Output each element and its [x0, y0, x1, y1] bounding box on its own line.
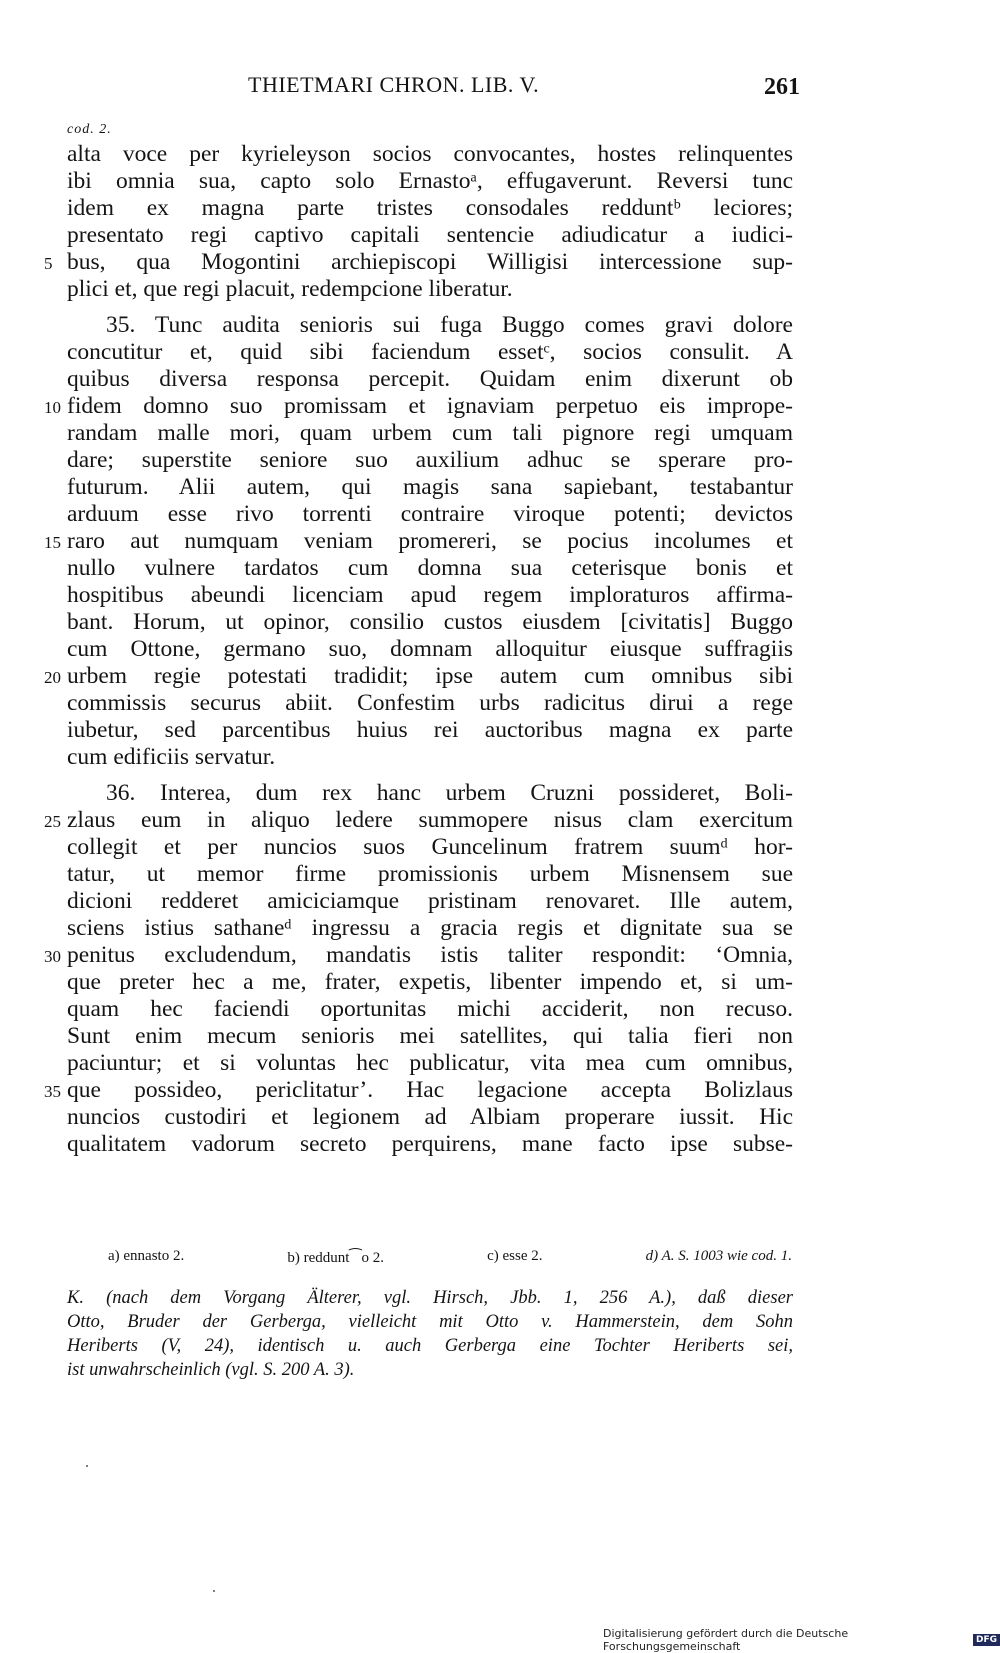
line-number: 30 — [44, 947, 61, 966]
text-line: randam malle mori, quam urbem cum tali pignore regi umquam — [67, 420, 793, 446]
text-line: qualitatem vadorum secreto perquirens, mane facto ipse subse- — [67, 1131, 793, 1157]
footer-text: Digitalisierung gefördert durch die Deutsche Forschungsgemeinschaft — [603, 1627, 849, 1653]
digitization-footer — [603, 1627, 1000, 1653]
text-line: tatur, ut memor firme promissionis urbem Misnensem sue — [67, 861, 793, 887]
scan-speck — [86, 1465, 88, 1467]
scan-speck — [213, 1590, 215, 1592]
text-line: nuncios custodiri et legionem ad Albiam properare iussit. Hic — [67, 1104, 793, 1130]
line-number: 35 — [44, 1082, 61, 1101]
text-line: quibus diversa responsa percepit. Quidam enim dixerunt ob — [67, 366, 793, 392]
text-line: raro aut numquam veniam promereri, se pocius incolumes et — [67, 528, 793, 554]
text-line: que possideo, periclitatur’. Hac legacione accepta Bolizlaus — [67, 1077, 793, 1103]
section-36-first-line: 36. Interea, dum rex hanc urbem Cruzni possideret, Boli- — [106, 780, 793, 806]
text-line: hospitibus abeundi licenciam apud regem imploraturos affirma- — [67, 582, 793, 608]
line-number: 25 — [44, 812, 61, 831]
text-line: cum edificiis servatur. — [67, 744, 276, 770]
text-line: presentato regi captivo capitali sentencie adiudicatur a iudici- — [67, 222, 793, 248]
page-number: 261 — [764, 74, 800, 100]
text-line: paciuntur; et si voluntas hec publicatur, vita mea cum omnibus, — [67, 1050, 793, 1076]
codex-reference: cod. 2. — [67, 122, 112, 137]
line-number: 10 — [44, 398, 61, 417]
text-line: nullo vulnere tardatos cum domna sua ceterisque bonis et — [67, 555, 793, 581]
footnote-d: d) A. S. 1003 wie cod. 1. — [645, 1248, 792, 1264]
text-line: idem ex magna parte tristes consodales redduntᵇ leciores; — [67, 195, 793, 221]
line-number: 15 — [44, 533, 61, 552]
text-line: sciens istius sathaneᵈ ingressu a gracia regis et dignitate sua se — [67, 915, 793, 941]
text-line: que preter hec a me, frater, expetis, libenter impendo et, si um- — [67, 969, 793, 995]
text-line: collegit et per nuncios suos Guncelinum fratrem suumᵈ hor- — [67, 834, 793, 860]
text-line: dare; superstite seniore suo auxilium adhuc se sperare pro- — [67, 447, 793, 473]
commentary-line: ist unwahrscheinlich (vgl. S. 200 A. 3). — [67, 1360, 355, 1380]
text-line: futurum. Alii autem, qui magis sana sapiebant, testabantur — [67, 474, 793, 500]
text-line: bant. Horum, ut opinor, consilio custos eiusdem [civitatis] Buggo — [67, 609, 793, 635]
text-line: zlaus eum in aliquo ledere summopere nisus clam exercitum — [67, 807, 793, 833]
text-line: bus, qua Mogontini archiepiscopi Willigisi intercessione sup- — [67, 249, 793, 275]
text-line: fidem domno suo promissam et ignaviam perpetuo eis imprope- — [67, 393, 793, 419]
text-line: cum Ottone, germano suo, domnam alloquitur eiusque suffragiis — [67, 636, 793, 662]
text-line: penitus excludendum, mandatis istis taliter respondit: ‘Omnia, — [67, 942, 793, 968]
text-line: iubetur, sed parcentibus huius rei auctoribus magna ex parte — [67, 717, 793, 743]
text-line: commissis securus abiit. Confestim urbs radicitus dirui a rege — [67, 690, 793, 716]
text-line: arduum esse rivo torrenti contraire viroque potenti; devictos — [67, 501, 793, 527]
commentary-line: Heriberts (V, 24), identisch u. auch Gerberga eine Tochter Heriberts sei, — [67, 1336, 793, 1356]
footnotes — [108, 1248, 792, 1267]
text-line: dicioni redderet amiciciamque pristinam renovaret. Ille autem, — [67, 888, 793, 914]
text-line: urbem regie potestati tradidit; ipse autem cum omnibus sibi — [67, 663, 793, 689]
text-line: alta voce per kyrieleyson socios convocantes, hostes relinquentes — [67, 141, 793, 167]
dfg-logo: DFG — [973, 1634, 1000, 1646]
commentary-line: Otto, Bruder der Gerberga, vielleicht mit Otto v. Hammerstein, dem Sohn — [67, 1312, 793, 1332]
text-line: Sunt enim mecum senioris mei satellites, qui talia fieri non — [67, 1023, 793, 1049]
text-line: plici et, que regi placuit, redempcione liberatur. — [67, 276, 513, 302]
running-title: THIETMARI CHRON. LIB. V. — [248, 72, 540, 97]
text-line: ibi omnia sua, capto solo Ernastoᵃ, effugaverunt. Reversi tunc — [67, 168, 793, 194]
footnote-a: a) ennasto 2. — [108, 1248, 185, 1264]
section-35-first-line: 35. Tunc audita senioris sui fuga Buggo comes gravi dolore — [106, 312, 793, 338]
commentary-line: K. (nach dem Vorgang Älterer, vgl. Hirsch, Jbb. 1, 256 A.), daß dieser — [67, 1288, 793, 1308]
footnote-c: c) esse 2. — [487, 1248, 543, 1264]
line-number: 5 — [44, 254, 53, 273]
footnote-b: b) reddunt⁀o 2. — [287, 1250, 384, 1266]
text-line: quam hec faciendi oportunitas michi acciderit, non recuso. — [67, 996, 793, 1022]
line-number: 20 — [44, 668, 61, 687]
text-line: concutitur et, quid sibi faciendum essetᶜ, socios consulit. A — [67, 339, 793, 365]
